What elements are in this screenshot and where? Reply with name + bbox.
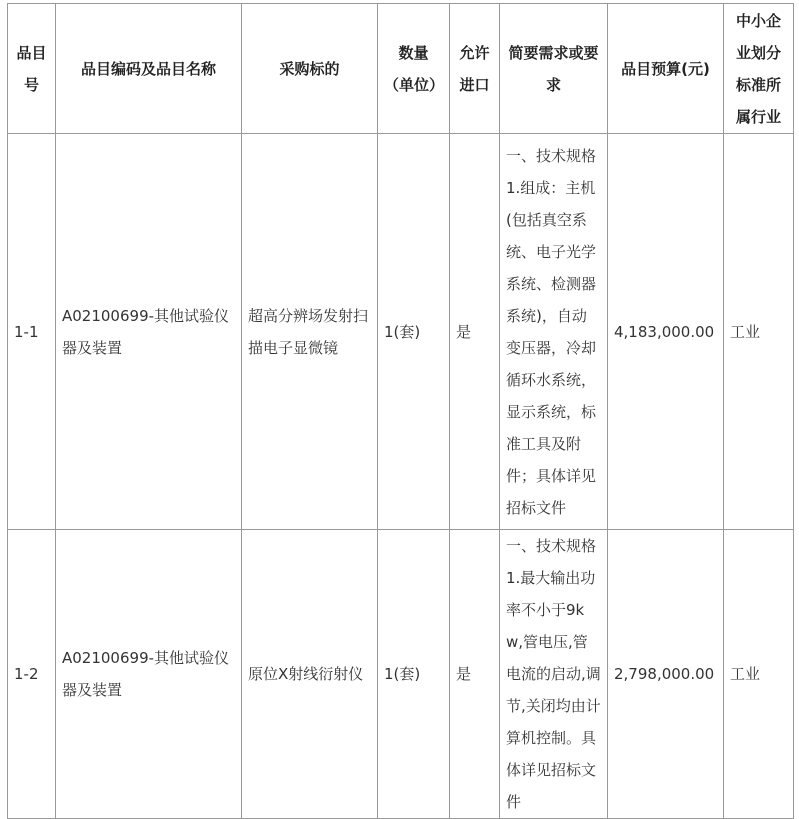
header-import-allowed: 允许进口 bbox=[450, 4, 500, 134]
cell-industry: 工业 bbox=[724, 530, 794, 819]
cell-quantity: 1(套) bbox=[378, 134, 450, 530]
cell-quantity: 1(套) bbox=[378, 530, 450, 819]
header-code-name: 品目编码及品目名称 bbox=[56, 4, 242, 134]
cell-requirements: 一、技术规格 1.组成：主机(包括真空系统、电子光学系统、检测器系统)，自动变压器，冷却循环水系统，显示系统，标准工具及附件；具体详见招标文件 bbox=[500, 134, 608, 530]
cell-code-name: A02100699-其他试验仪器及装置 bbox=[56, 134, 242, 530]
header-requirements: 简要需求或要求 bbox=[500, 4, 608, 134]
cell-budget: 2,798,000.00 bbox=[608, 530, 724, 819]
cell-target: 超高分辨场发射扫描电子显微镜 bbox=[242, 134, 378, 530]
table-header-row bbox=[8, 4, 794, 134]
table-row bbox=[8, 134, 794, 530]
cell-import-allowed: 是 bbox=[450, 134, 500, 530]
header-target: 采购标的 bbox=[242, 4, 378, 134]
cell-requirements: 一、技术规格 1.最大输出功率不小于9kw,管电压,管电流的启动,调节,关闭均由计算机控制。具体详见招标文件 bbox=[500, 530, 608, 819]
cell-item-no: 1-1 bbox=[8, 134, 56, 530]
header-budget: 品目预算(元) bbox=[608, 4, 724, 134]
cell-item-no: 1-2 bbox=[8, 530, 56, 819]
cell-target: 原位X射线衍射仪 bbox=[242, 530, 378, 819]
cell-import-allowed: 是 bbox=[450, 530, 500, 819]
cell-industry: 工业 bbox=[724, 134, 794, 530]
header-quantity: 数量（单位） bbox=[378, 4, 450, 134]
header-industry: 中小企业划分标准所属行业 bbox=[724, 4, 794, 134]
cell-budget: 4,183,000.00 bbox=[608, 134, 724, 530]
header-item-no: 品目号 bbox=[8, 4, 56, 134]
table-row bbox=[8, 530, 794, 819]
procurement-table bbox=[7, 3, 794, 819]
cell-code-name: A02100699-其他试验仪器及装置 bbox=[56, 530, 242, 819]
